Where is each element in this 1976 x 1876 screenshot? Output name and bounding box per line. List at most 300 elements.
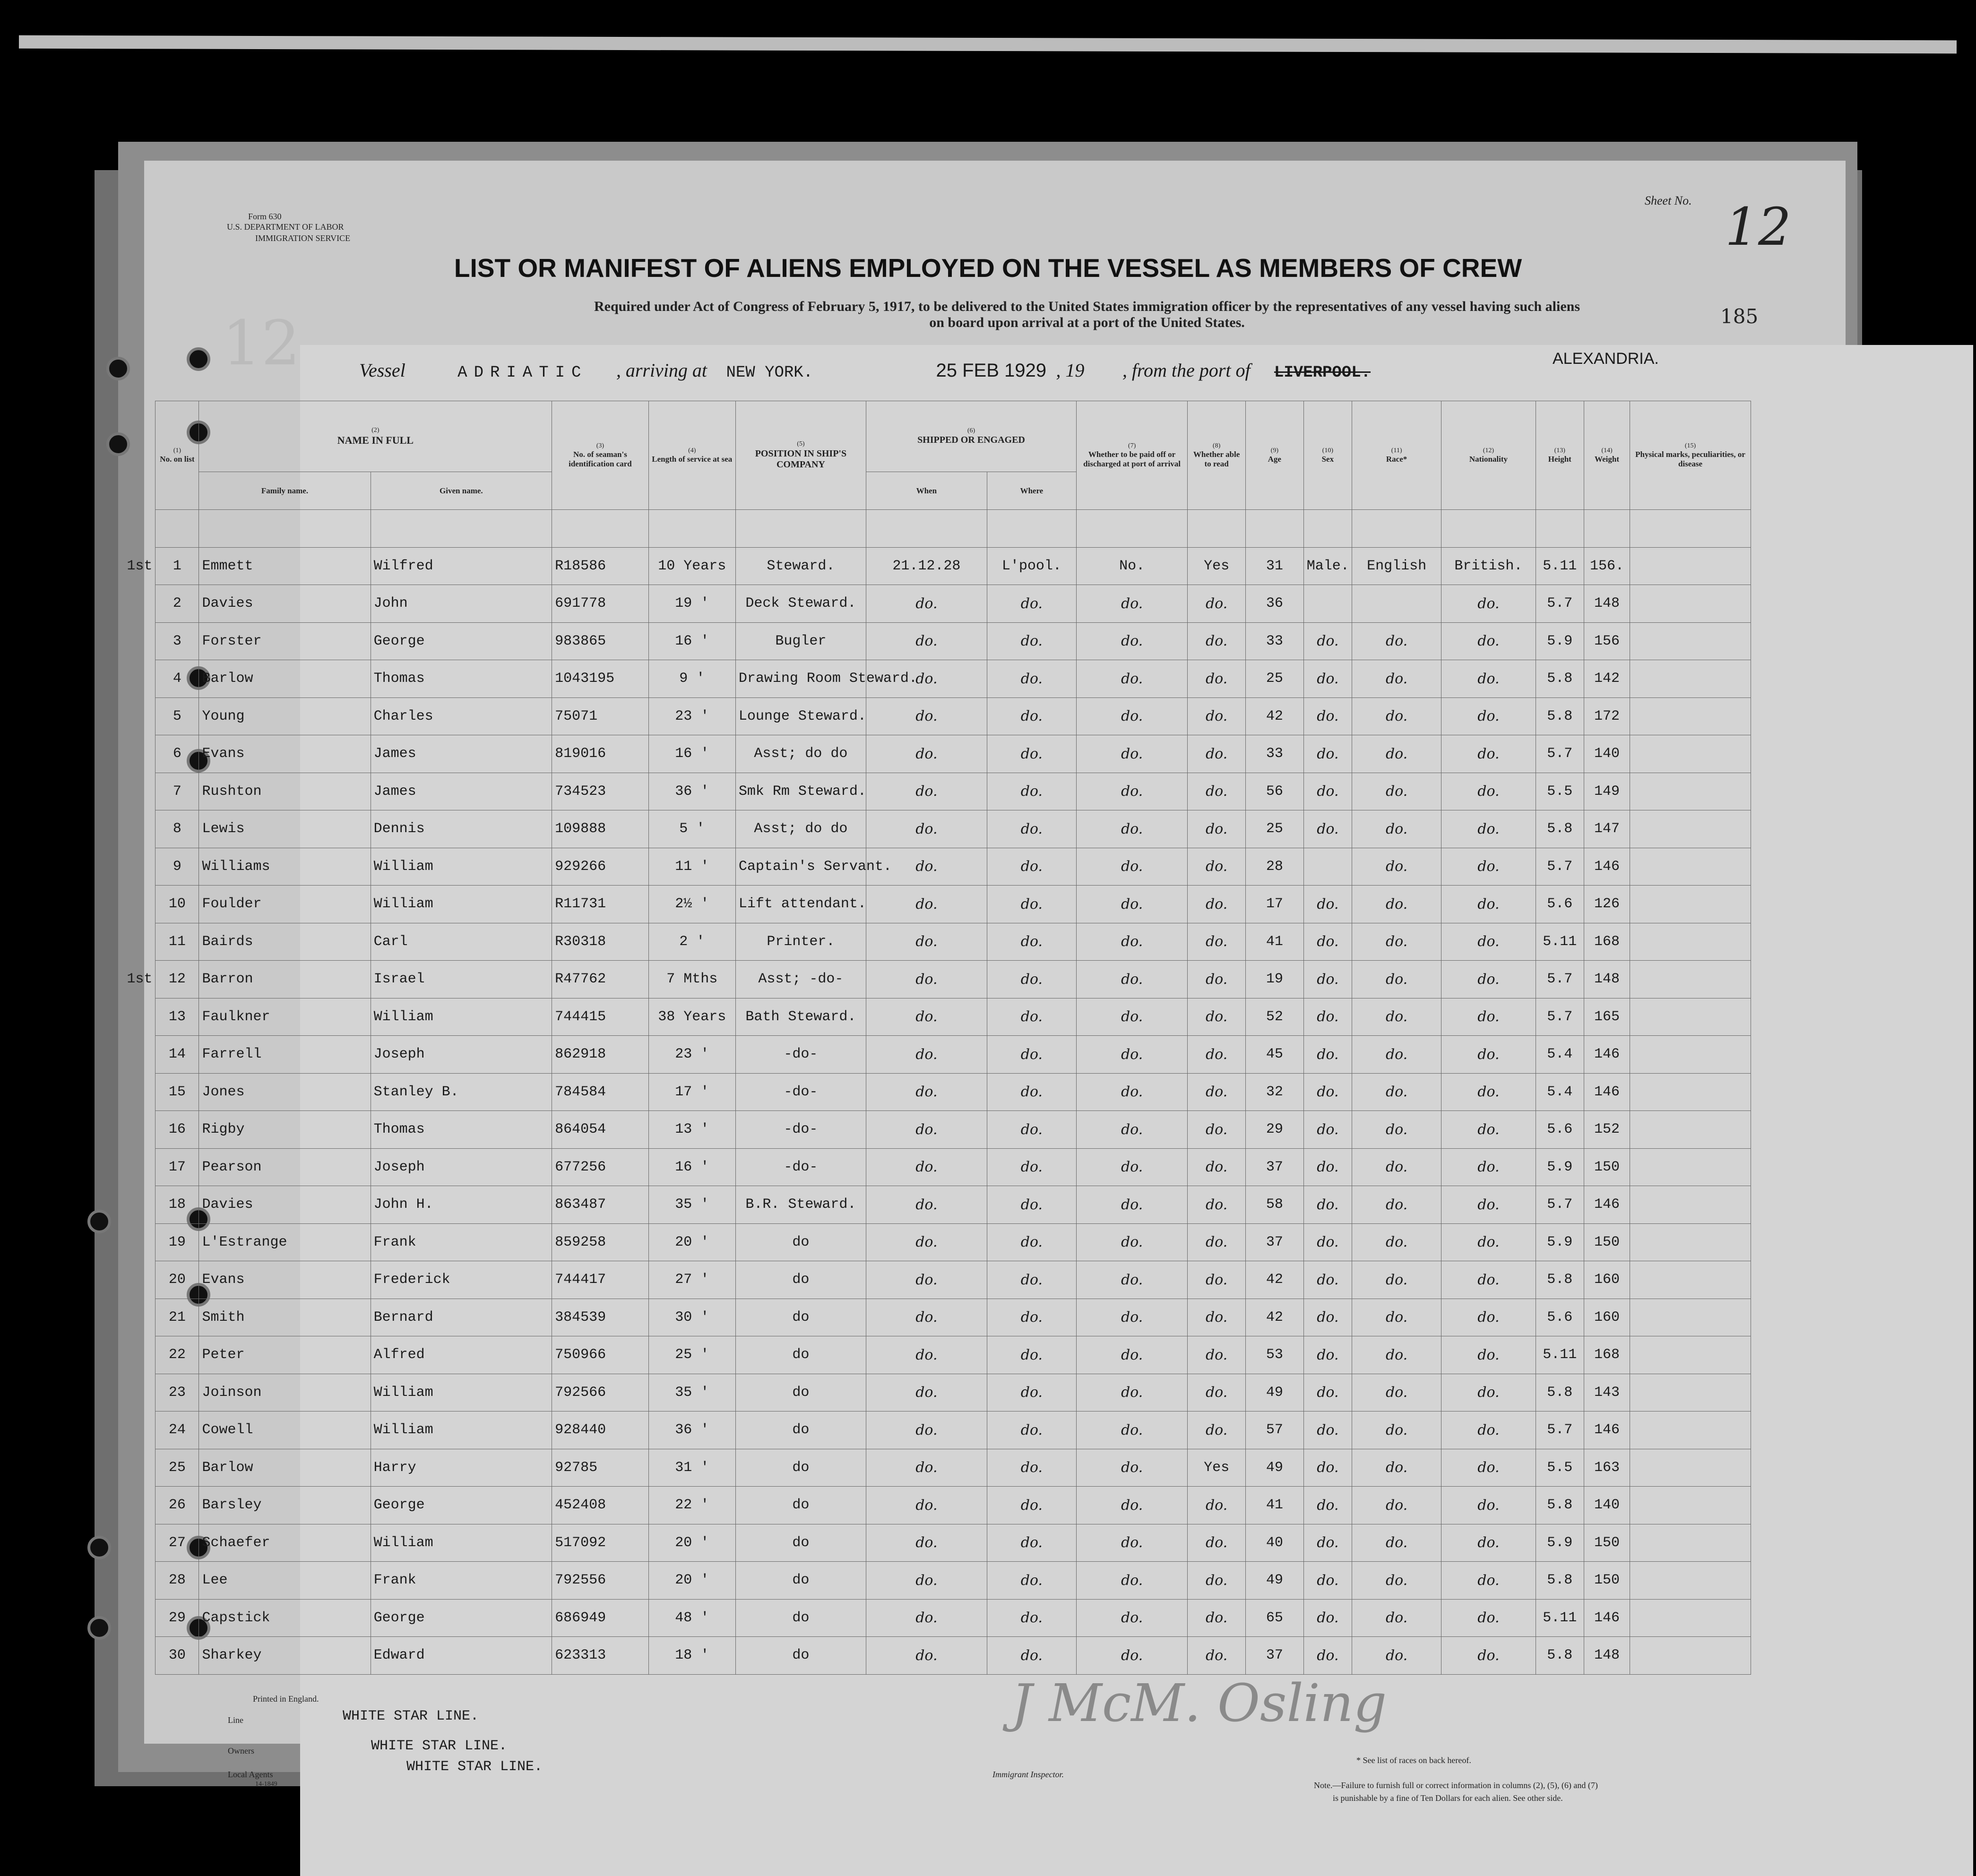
manifest-row — [73, 1148, 1751, 1186]
able-to-read: do. — [1188, 1599, 1246, 1637]
row-prefix — [73, 697, 155, 735]
given-name: Edward — [371, 1637, 552, 1675]
able-to-read: do. — [1188, 1374, 1246, 1411]
engaged-where: do. — [987, 848, 1076, 886]
race: do. — [1352, 998, 1441, 1036]
able-to-read: do. — [1188, 1223, 1246, 1261]
row-prefix — [73, 1261, 155, 1299]
given-name: George — [371, 1487, 552, 1524]
sex: do. — [1303, 773, 1352, 810]
row-prefix — [73, 1336, 155, 1374]
paid-off: do. — [1076, 1148, 1187, 1186]
race: do. — [1352, 1073, 1441, 1111]
sex: do. — [1303, 1261, 1352, 1299]
owners-label: Owners — [228, 1746, 254, 1756]
nationality: do. — [1441, 1411, 1536, 1449]
sex: do. — [1303, 1637, 1352, 1675]
row-prefix — [73, 735, 155, 773]
given-name: Frank — [371, 1223, 552, 1261]
row-number: 24 — [155, 1411, 199, 1449]
row-number: 12 — [155, 961, 199, 998]
able-to-read: do. — [1188, 585, 1246, 623]
service-length: 17 ' — [648, 1073, 735, 1111]
row-prefix — [73, 1223, 155, 1261]
physical-marks — [1630, 735, 1751, 773]
family-name: Davies — [199, 585, 371, 623]
form-number: Form 630 — [248, 212, 282, 221]
given-name: James — [371, 735, 552, 773]
seaman-card-number: 744417 — [552, 1261, 649, 1299]
able-to-read: do. — [1188, 1336, 1246, 1374]
height: 5.11 — [1536, 547, 1584, 585]
weight: 150 — [1584, 1562, 1630, 1600]
age: 41 — [1245, 923, 1303, 961]
paid-off: do. — [1076, 1524, 1187, 1562]
row-number: 27 — [155, 1524, 199, 1562]
race: do. — [1352, 886, 1441, 923]
arrival-date: 25 FEB 1929 — [936, 360, 1046, 381]
physical-marks — [1630, 1374, 1751, 1411]
sex: do. — [1303, 735, 1352, 773]
manifest-row — [73, 1411, 1751, 1449]
height: 5.7 — [1536, 961, 1584, 998]
height: 5.5 — [1536, 773, 1584, 810]
race: do. — [1352, 735, 1441, 773]
header-height: (13) Height — [1536, 401, 1584, 510]
ship-position: Printer. — [735, 923, 866, 961]
row-prefix — [73, 886, 155, 923]
manifest-row — [73, 697, 1751, 735]
family-name: Pearson — [199, 1148, 371, 1186]
manifest-row — [73, 735, 1751, 773]
age: 37 — [1245, 1223, 1303, 1261]
seaman-card-number: 452408 — [552, 1487, 649, 1524]
sex: do. — [1303, 1186, 1352, 1224]
manifest-row — [73, 1374, 1751, 1411]
nationality: do. — [1441, 585, 1536, 623]
header-weight: (14) Weight — [1584, 401, 1630, 510]
seaman-card-number: 784584 — [552, 1073, 649, 1111]
given-name: Joseph — [371, 1036, 552, 1074]
age: 53 — [1245, 1336, 1303, 1374]
manifest-row — [73, 923, 1751, 961]
manifest-row — [73, 1299, 1751, 1336]
paid-off: do. — [1076, 848, 1187, 886]
able-to-read: do. — [1188, 1299, 1246, 1336]
sex — [1303, 848, 1352, 886]
service-length: 5 ' — [648, 810, 735, 848]
seaman-card-number: 384539 — [552, 1299, 649, 1336]
engaged-when: do. — [866, 1374, 987, 1411]
service-length: 19 ' — [648, 585, 735, 623]
height: 5.4 — [1536, 1073, 1584, 1111]
weight: 168 — [1584, 923, 1630, 961]
weight: 140 — [1584, 1487, 1630, 1524]
row-prefix — [73, 660, 155, 698]
race: do. — [1352, 660, 1441, 698]
family-name: Barsley — [199, 1487, 371, 1524]
row-prefix — [73, 1449, 155, 1487]
vessel-label: Vessel — [359, 360, 406, 381]
race: do. — [1352, 773, 1441, 810]
row-number: 20 — [155, 1261, 199, 1299]
family-name: Lee — [199, 1562, 371, 1600]
weight: 143 — [1584, 1374, 1630, 1411]
seaman-card-number: 686949 — [552, 1599, 649, 1637]
service-length: 20 ' — [648, 1223, 735, 1261]
engaged-when: do. — [866, 1487, 987, 1524]
given-name: John — [371, 585, 552, 623]
ship-position: Asst; -do- — [735, 961, 866, 998]
engaged-when: do. — [866, 998, 987, 1036]
physical-marks — [1630, 1599, 1751, 1637]
paid-off: do. — [1076, 1223, 1187, 1261]
weight: 146 — [1584, 1186, 1630, 1224]
seaman-card-number: R47762 — [552, 961, 649, 998]
nationality: do. — [1441, 1261, 1536, 1299]
nationality: do. — [1441, 1148, 1536, 1186]
family-name: Rigby — [199, 1111, 371, 1149]
service-length: 36 ' — [648, 773, 735, 810]
ship-position: do — [735, 1374, 866, 1411]
seaman-card-number: 863487 — [552, 1186, 649, 1224]
height: 5.6 — [1536, 1299, 1584, 1336]
given-name: Bernard — [371, 1299, 552, 1336]
given-name: Frank — [371, 1562, 552, 1600]
engaged-when: 21.12.28 — [866, 547, 987, 585]
year-label: , 19 — [1056, 360, 1085, 381]
sex: do. — [1303, 1411, 1352, 1449]
nationality: do. — [1441, 1524, 1536, 1562]
physical-marks — [1630, 1449, 1751, 1487]
row-prefix — [73, 1374, 155, 1411]
nationality: do. — [1441, 998, 1536, 1036]
engaged-when: do. — [866, 1148, 987, 1186]
engaged-where: do. — [987, 1374, 1076, 1411]
manifest-row — [73, 1036, 1751, 1074]
race: do. — [1352, 1524, 1441, 1562]
able-to-read: do. — [1188, 1148, 1246, 1186]
ship-position: Smk Rm Steward. — [735, 773, 866, 810]
physical-marks — [1630, 886, 1751, 923]
header-position: (5) POSITION IN SHIP'S COMPANY — [735, 401, 866, 510]
physical-marks — [1630, 1487, 1751, 1524]
age: 31 — [1245, 547, 1303, 585]
physical-marks — [1630, 1111, 1751, 1149]
nationality: do. — [1441, 1223, 1536, 1261]
given-name: Harry — [371, 1449, 552, 1487]
header-when: When — [866, 472, 987, 510]
service-length: 2 ' — [648, 923, 735, 961]
race: do. — [1352, 1336, 1441, 1374]
ship-position: -do- — [735, 1036, 866, 1074]
seaman-card-number: R18586 — [552, 547, 649, 585]
seaman-card-number: 734523 — [552, 773, 649, 810]
family-name: L'Estrange — [199, 1223, 371, 1261]
line-value: WHITE STAR LINE. — [343, 1708, 479, 1724]
height: 5.8 — [1536, 1487, 1584, 1524]
nationality: do. — [1441, 886, 1536, 923]
seaman-card-number: 819016 — [552, 735, 649, 773]
service-length: 48 ' — [648, 1599, 735, 1637]
age: 17 — [1245, 886, 1303, 923]
physical-marks — [1630, 1223, 1751, 1261]
row-prefix — [73, 622, 155, 660]
family-name: Barron — [199, 961, 371, 998]
service-length: 7 Mths — [648, 961, 735, 998]
nationality: do. — [1441, 961, 1536, 998]
engaged-where: do. — [987, 622, 1076, 660]
family-name: Barlow — [199, 1449, 371, 1487]
engaged-when: do. — [866, 1637, 987, 1675]
prefix-subheader — [73, 472, 155, 510]
service-length: 2½ ' — [648, 886, 735, 923]
sex: do. — [1303, 1336, 1352, 1374]
ship-position: do — [735, 1487, 866, 1524]
given-name: Wilfred — [371, 547, 552, 585]
ship-position: Bath Steward. — [735, 998, 866, 1036]
height: 5.9 — [1536, 1524, 1584, 1562]
seaman-card-number: 862918 — [552, 1036, 649, 1074]
height: 5.8 — [1536, 697, 1584, 735]
family-name: Evans — [199, 735, 371, 773]
sex: do. — [1303, 697, 1352, 735]
age: 42 — [1245, 1299, 1303, 1336]
engaged-where: do. — [987, 1036, 1076, 1074]
physical-marks — [1630, 1411, 1751, 1449]
department-name: U.S. DEPARTMENT OF LABOR — [227, 222, 344, 232]
row-number: 17 — [155, 1148, 199, 1186]
row-number: 11 — [155, 923, 199, 961]
race: do. — [1352, 1223, 1441, 1261]
sex: do. — [1303, 998, 1352, 1036]
weight: 146 — [1584, 1036, 1630, 1074]
family-name: Evans — [199, 1261, 371, 1299]
manifest-row — [73, 1524, 1751, 1562]
nationality: do. — [1441, 622, 1536, 660]
service-length: 20 ' — [648, 1562, 735, 1600]
margin-mark: 12 — [222, 307, 301, 379]
seaman-card-number: 983865 — [552, 622, 649, 660]
weight: 126 — [1584, 886, 1630, 923]
height: 5.8 — [1536, 810, 1584, 848]
weight: 150 — [1584, 1524, 1630, 1562]
engaged-when: do. — [866, 1223, 987, 1261]
physical-marks — [1630, 697, 1751, 735]
able-to-read: do. — [1188, 1524, 1246, 1562]
row-prefix — [73, 1599, 155, 1637]
age: 37 — [1245, 1637, 1303, 1675]
manifest-row — [73, 1599, 1751, 1637]
row-number: 15 — [155, 1073, 199, 1111]
engaged-where: do. — [987, 773, 1076, 810]
given-name: Frederick — [371, 1261, 552, 1299]
weight: 146 — [1584, 848, 1630, 886]
penalty-note-line1: Note.—Failure to furnish full or correct information in columns (2), (5), (6) and (7) — [1314, 1781, 1598, 1790]
service-length: 35 ' — [648, 1186, 735, 1224]
row-number: 2 — [155, 585, 199, 623]
age: 28 — [1245, 848, 1303, 886]
physical-marks — [1630, 1562, 1751, 1600]
height: 5.8 — [1536, 660, 1584, 698]
given-name: Israel — [371, 961, 552, 998]
ship-position: Asst; do do — [735, 735, 866, 773]
row-prefix — [73, 585, 155, 623]
paid-off: do. — [1076, 697, 1187, 735]
race: do. — [1352, 1186, 1441, 1224]
header-sex: (10) Sex — [1303, 401, 1352, 510]
engaged-when: do. — [866, 810, 987, 848]
row-prefix — [73, 1073, 155, 1111]
sex: do. — [1303, 1599, 1352, 1637]
row-number: 26 — [155, 1487, 199, 1524]
paid-off: do. — [1076, 923, 1187, 961]
paid-off: do. — [1076, 1111, 1187, 1149]
weight: 160 — [1584, 1299, 1630, 1336]
age: 33 — [1245, 735, 1303, 773]
race: do. — [1352, 961, 1441, 998]
age: 25 — [1245, 810, 1303, 848]
row-number: 8 — [155, 810, 199, 848]
nationality: do. — [1441, 1299, 1536, 1336]
physical-marks — [1630, 1073, 1751, 1111]
able-to-read: do. — [1188, 1036, 1246, 1074]
engaged-when: do. — [866, 1299, 987, 1336]
paid-off: do. — [1076, 1449, 1187, 1487]
able-to-read: do. — [1188, 1186, 1246, 1224]
able-to-read: do. — [1188, 886, 1246, 923]
height: 5.5 — [1536, 1449, 1584, 1487]
given-name: Charles — [371, 697, 552, 735]
weight: 148 — [1584, 585, 1630, 623]
seaman-card-number: 691778 — [552, 585, 649, 623]
line-label: Line — [228, 1715, 243, 1725]
age: 58 — [1245, 1186, 1303, 1224]
paid-off: do. — [1076, 585, 1187, 623]
row-number: 9 — [155, 848, 199, 886]
physical-marks — [1630, 998, 1751, 1036]
row-prefix: 1st — [127, 971, 153, 988]
manifest-row — [73, 1487, 1751, 1524]
age: 32 — [1245, 1073, 1303, 1111]
paid-off: do. — [1076, 886, 1187, 923]
service-length: 27 ' — [648, 1261, 735, 1299]
physical-marks — [1630, 585, 1751, 623]
able-to-read: do. — [1188, 1637, 1246, 1675]
sex: do. — [1303, 1524, 1352, 1562]
able-to-read: do. — [1188, 1261, 1246, 1299]
required-notice — [388, 299, 1786, 331]
given-name: George — [371, 622, 552, 660]
engaged-where: do. — [987, 1487, 1076, 1524]
paid-off: do. — [1076, 660, 1187, 698]
row-prefix — [73, 1186, 155, 1224]
seaman-card-number: R30318 — [552, 923, 649, 961]
sex: do. — [1303, 622, 1352, 660]
ship-position: Lounge Steward. — [735, 697, 866, 735]
sex: do. — [1303, 1223, 1352, 1261]
physical-marks — [1630, 1524, 1751, 1562]
row-number: 25 — [155, 1449, 199, 1487]
manifest-row — [73, 1111, 1751, 1149]
manifest-row — [73, 1223, 1751, 1261]
ship-position: do — [735, 1411, 866, 1449]
nationality: do. — [1441, 697, 1536, 735]
age: 25 — [1245, 660, 1303, 698]
weight: 140 — [1584, 735, 1630, 773]
physical-marks — [1630, 1148, 1751, 1186]
age: 45 — [1245, 1036, 1303, 1074]
row-number: 29 — [155, 1599, 199, 1637]
row-number: 4 — [155, 660, 199, 698]
row-number: 3 — [155, 622, 199, 660]
service-length: 31 ' — [648, 1449, 735, 1487]
paid-off: do. — [1076, 1487, 1187, 1524]
able-to-read: do. — [1188, 660, 1246, 698]
engaged-when: do. — [866, 1111, 987, 1149]
able-to-read: do. — [1188, 1562, 1246, 1600]
ship-position: B.R. Steward. — [735, 1186, 866, 1224]
engaged-where: do. — [987, 1562, 1076, 1600]
row-prefix — [73, 1487, 155, 1524]
family-name: Davies — [199, 1186, 371, 1224]
sex: do. — [1303, 1299, 1352, 1336]
family-name: Emmett — [199, 547, 371, 585]
header-seaman-card: (3) No. of seaman's identification card — [552, 401, 649, 510]
engaged-where: do. — [987, 1449, 1076, 1487]
age: 41 — [1245, 1487, 1303, 1524]
race: do. — [1352, 1374, 1441, 1411]
engaged-where: do. — [987, 585, 1076, 623]
ship-position: -do- — [735, 1073, 866, 1111]
engaged-where: do. — [987, 697, 1076, 735]
race: do. — [1352, 1449, 1441, 1487]
paid-off: do. — [1076, 1374, 1187, 1411]
family-name: Williams — [199, 848, 371, 886]
age: 49 — [1245, 1374, 1303, 1411]
able-to-read: do. — [1188, 961, 1246, 998]
header-paid-off: (7) Whether to be paid off or discharged at port of arrival — [1076, 401, 1187, 510]
weight: 148 — [1584, 961, 1630, 998]
service-length: 22 ' — [648, 1487, 735, 1524]
family-name: Young — [199, 697, 371, 735]
page-title: LIST OR MANIFEST OF ALIENS EMPLOYED ON THE VESSEL AS MEMBERS OF CREW — [454, 253, 1522, 283]
family-name: Cowell — [199, 1411, 371, 1449]
paid-off: do. — [1076, 1637, 1187, 1675]
weight: 146 — [1584, 1599, 1630, 1637]
service-length: 38 Years — [648, 998, 735, 1036]
paid-off: do. — [1076, 1186, 1187, 1224]
row-prefix — [73, 1411, 155, 1449]
arriving-label: , arriving at — [616, 360, 708, 381]
weight: 146 — [1584, 1411, 1630, 1449]
height: 5.7 — [1536, 848, 1584, 886]
able-to-read: Yes — [1188, 547, 1246, 585]
weight: 150 — [1584, 1148, 1630, 1186]
engaged-where: do. — [987, 1186, 1076, 1224]
row-number: 19 — [155, 1223, 199, 1261]
seaman-card-number: 623313 — [552, 1637, 649, 1675]
given-name: William — [371, 998, 552, 1036]
vessel-line — [359, 350, 1659, 382]
header-age: (9) Age — [1245, 401, 1303, 510]
manifest-row — [73, 1637, 1751, 1675]
service-length: 20 ' — [648, 1524, 735, 1562]
engaged-where: do. — [987, 660, 1076, 698]
departure-port-struck: LIVERPOOL. — [1274, 364, 1371, 382]
race: do. — [1352, 848, 1441, 886]
header-given-name: Given name. — [371, 472, 552, 510]
